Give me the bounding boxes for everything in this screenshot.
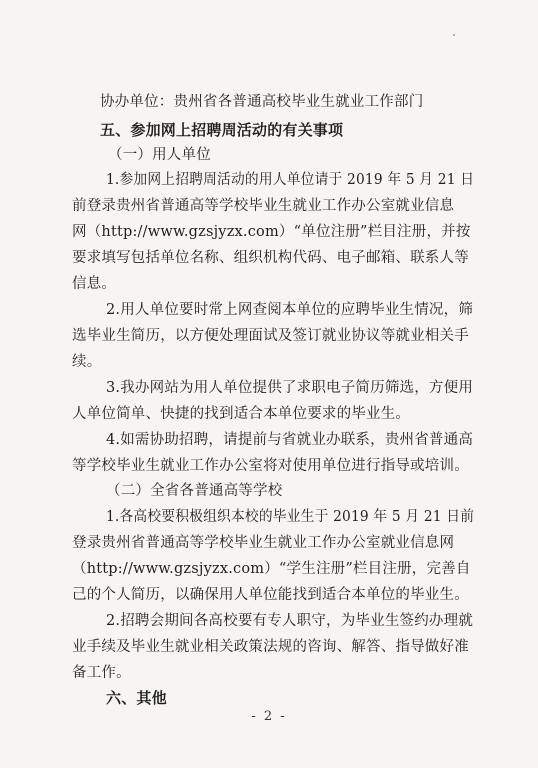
paragraph-line: 4.如需协助招聘，请提前与省就业办联系，贵州省普通高	[106, 432, 474, 448]
paragraph-line: 3.我办网站为用人单位提供了求职电子简历筛选，方便用	[106, 380, 474, 396]
paragraph-line: 登录贵州省普通高等学校毕业生就业工作办公室就业信息网	[72, 535, 455, 551]
paragraph-line: 前登录贵州省普通高等学校毕业生就业工作办公室就业信息	[72, 198, 455, 214]
paragraph-line: （http://www.gzsjyzx.com）“学生注册”栏目注册，完善自	[72, 561, 471, 577]
page-number: - 2 -	[251, 709, 287, 724]
subsection-employers-heading: （一）用人单位	[108, 147, 211, 163]
paragraph-line: 要求填写包括单位名称、组织机构代码、电子邮箱、联系人等	[72, 250, 469, 266]
paragraph-line: 选毕业生简历，以方便处理面试及签订就业协议等就业相关手	[72, 328, 469, 344]
paragraph-line: 备工作。	[72, 665, 131, 681]
scan-speck	[453, 34, 455, 36]
paragraph-line: 1.各高校要积极组织本校的毕业生于 2019 年 5 月 21 日前	[106, 509, 475, 525]
paragraph-line: 业手续及毕业生就业相关政策法规的咨询、解答、指导做好准	[72, 639, 469, 655]
section-six-heading: 六、其他	[106, 689, 167, 707]
section-five-heading: 五、参加网上招聘周活动的有关事项	[100, 121, 344, 139]
paragraph-line: 网（http://www.gzsjyzx.com）“单位注册”栏目注册，并按	[72, 224, 471, 240]
paragraph-line: 信息。	[72, 276, 117, 292]
paragraph-line: 人单位简单、快捷的找到适合本单位要求的毕业生。	[72, 406, 411, 422]
paragraph-line: 等学校毕业生就业工作办公室将对使用单位进行指导或培训。	[72, 458, 469, 474]
subsection-universities-heading: （二）全省各普通高等学校	[106, 483, 283, 499]
paragraph-line: 续。	[72, 354, 102, 370]
paragraph-line: 2.招聘会期间各高校要有专人职守，为毕业生签约办理就	[106, 613, 474, 629]
co-organizer-line: 协办单位：贵州省各普通高校毕业生就业工作部门	[100, 94, 424, 110]
paragraph-line: 己的个人简历，以确保用人单位能找到适合本单位的毕业生。	[72, 587, 469, 603]
paragraph-line: 1.参加网上招聘周活动的用人单位请于 2019 年 5 月 21 日	[106, 172, 475, 188]
paragraph-line: 2.用人单位要时常上网查阅本单位的应聘毕业生情况，筛	[106, 302, 474, 318]
